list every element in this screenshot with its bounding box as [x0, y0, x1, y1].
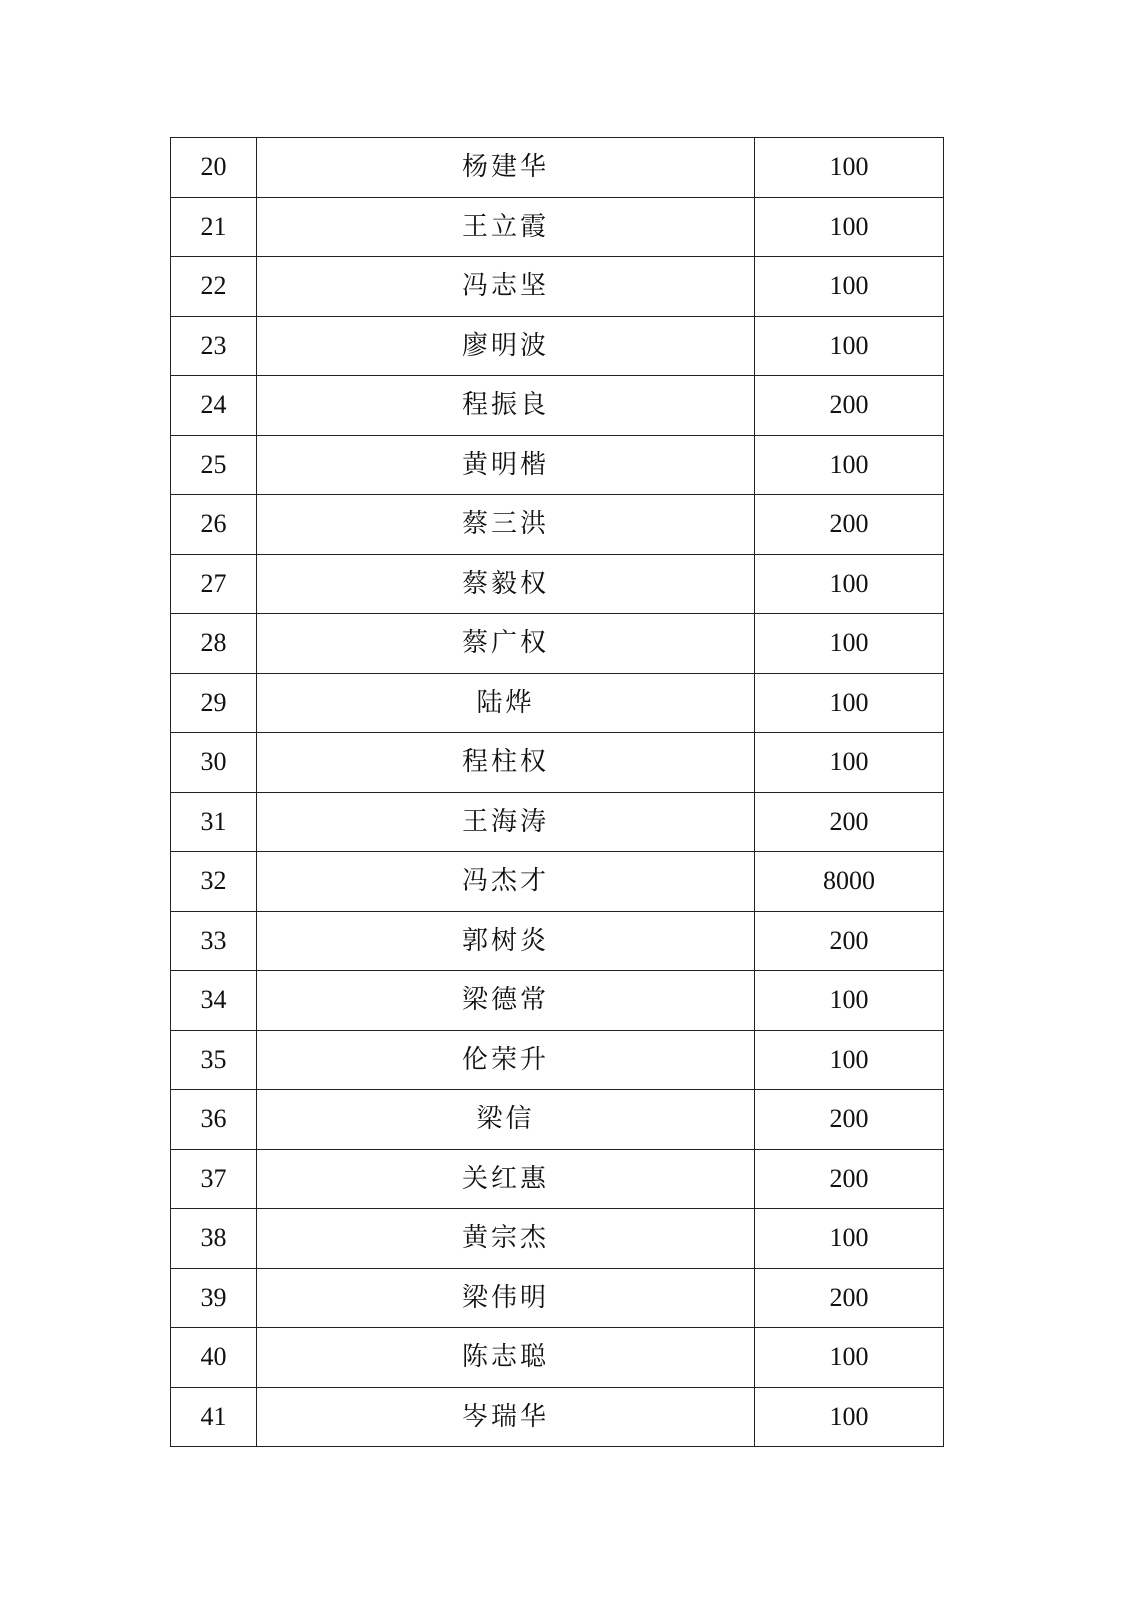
table-row [171, 1090, 944, 1150]
donor-name: 关红惠 [257, 1149, 755, 1209]
donor-name: 黄宗杰 [257, 1209, 755, 1269]
donor-name: 梁伟明 [257, 1268, 755, 1328]
table-row [171, 554, 944, 614]
donation-amount: 8000 [755, 852, 944, 912]
row-number: 20 [171, 138, 257, 198]
donation-amount: 100 [755, 614, 944, 674]
donor-name: 郭树炎 [257, 911, 755, 971]
row-number: 25 [171, 435, 257, 495]
row-number: 28 [171, 614, 257, 674]
donation-amount: 100 [755, 733, 944, 793]
row-number: 22 [171, 257, 257, 317]
row-number: 30 [171, 733, 257, 793]
row-number: 31 [171, 792, 257, 852]
row-number: 33 [171, 911, 257, 971]
donation-amount: 100 [755, 316, 944, 376]
row-number: 23 [171, 316, 257, 376]
table-row [171, 1209, 944, 1269]
donor-name: 王立霞 [257, 197, 755, 257]
donor-name: 梁德常 [257, 971, 755, 1031]
table-row [171, 1328, 944, 1388]
table-row [171, 733, 944, 793]
donation-amount: 100 [755, 1387, 944, 1447]
donation-table-body [171, 138, 944, 1447]
donation-amount: 100 [755, 257, 944, 317]
donation-amount: 200 [755, 1268, 944, 1328]
row-number: 34 [171, 971, 257, 1031]
row-number: 24 [171, 376, 257, 436]
table-row [171, 673, 944, 733]
donor-name: 杨建华 [257, 138, 755, 198]
row-number: 37 [171, 1149, 257, 1209]
donor-name: 王海涛 [257, 792, 755, 852]
table-row [171, 316, 944, 376]
donation-amount: 200 [755, 911, 944, 971]
donor-name: 伦荣升 [257, 1030, 755, 1090]
table-row [171, 852, 944, 912]
donation-amount: 100 [755, 1328, 944, 1388]
row-number: 41 [171, 1387, 257, 1447]
donor-name: 梁信 [257, 1090, 755, 1150]
donation-amount: 100 [755, 138, 944, 198]
table-row [171, 1268, 944, 1328]
donation-amount: 200 [755, 376, 944, 436]
donation-amount: 100 [755, 673, 944, 733]
donor-name: 程柱权 [257, 733, 755, 793]
donation-amount: 200 [755, 495, 944, 555]
donation-amount: 200 [755, 792, 944, 852]
row-number: 39 [171, 1268, 257, 1328]
donation-amount: 100 [755, 435, 944, 495]
row-number: 27 [171, 554, 257, 614]
row-number: 32 [171, 852, 257, 912]
donation-table [170, 137, 944, 1447]
donation-amount: 100 [755, 554, 944, 614]
donor-name: 岑瑞华 [257, 1387, 755, 1447]
table-row [171, 435, 944, 495]
table-row [171, 1387, 944, 1447]
donor-name: 程振良 [257, 376, 755, 436]
row-number: 21 [171, 197, 257, 257]
row-number: 26 [171, 495, 257, 555]
donation-amount: 100 [755, 971, 944, 1031]
donation-amount: 100 [755, 1030, 944, 1090]
table-row [171, 197, 944, 257]
row-number: 29 [171, 673, 257, 733]
donor-name: 冯志坚 [257, 257, 755, 317]
row-number: 38 [171, 1209, 257, 1269]
donor-name: 蔡广权 [257, 614, 755, 674]
donor-name: 冯杰才 [257, 852, 755, 912]
table-row [171, 792, 944, 852]
donor-name: 黄明楷 [257, 435, 755, 495]
donor-name: 陈志聪 [257, 1328, 755, 1388]
donation-amount: 200 [755, 1149, 944, 1209]
table-row [171, 614, 944, 674]
table-row [171, 1149, 944, 1209]
table-row [171, 495, 944, 555]
table-row [171, 257, 944, 317]
row-number: 36 [171, 1090, 257, 1150]
donation-amount: 200 [755, 1090, 944, 1150]
table-row [171, 376, 944, 436]
row-number: 35 [171, 1030, 257, 1090]
donor-name: 陆烨 [257, 673, 755, 733]
donor-name: 廖明波 [257, 316, 755, 376]
donation-amount: 100 [755, 1209, 944, 1269]
donation-amount: 100 [755, 197, 944, 257]
table-row [171, 971, 944, 1031]
table-row [171, 138, 944, 198]
row-number: 40 [171, 1328, 257, 1388]
table-row [171, 911, 944, 971]
donor-name: 蔡毅权 [257, 554, 755, 614]
donor-name: 蔡三洪 [257, 495, 755, 555]
table-row [171, 1030, 944, 1090]
